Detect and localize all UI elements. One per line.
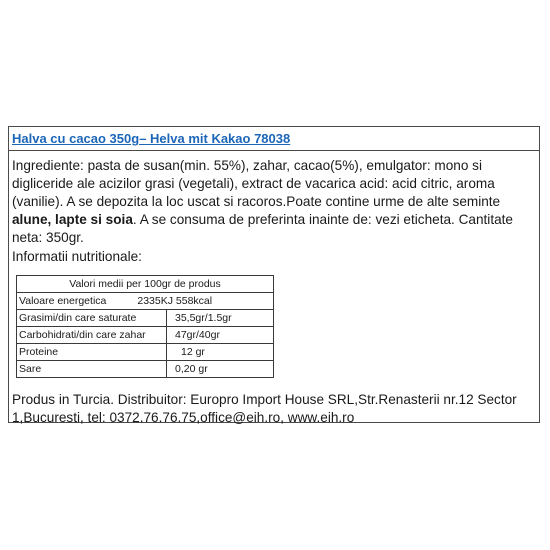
ingredients-line: Ingrediente: pasta de susan(min. 55%), zahar, cacao(5%), emulgator: mono si [12, 158, 482, 173]
ingredients-line: neta: 350gr. [12, 230, 84, 245]
table-cell-value: 12 gr [167, 344, 274, 361]
table-cell-value: 2335KJ 558kcal [137, 295, 213, 307]
product-title: Halva cu cacao 350g– Helva mit Kakao 78038 [9, 127, 539, 151]
table-header-row [17, 276, 274, 293]
table-cell-label: Proteine [17, 344, 167, 361]
table-cell-label: Grasimi/din care saturate [17, 310, 167, 327]
table-cell-combined [17, 293, 274, 310]
table-header: Valori medii per 100gr de produs [17, 276, 274, 293]
distributor-info [12, 391, 536, 427]
table-cell-label: Carbohidrati/din care zahar [17, 327, 167, 344]
table-row [17, 293, 274, 310]
table-cell-value: 47gr/40gr [167, 327, 274, 344]
ingredients-line: digliceride ale acizilor grasi (vegetali), extract de vacarica acid: acid citric, aroma [12, 176, 495, 191]
ingredients-line [12, 211, 536, 229]
footer-line: 1,Bucuresti, tel: 0372.76.76.75,office@eih.ro, www.eih.ro [12, 410, 355, 425]
table-cell-value: 35,5gr/1.5gr [167, 310, 274, 327]
table-cell-label: Sare [17, 361, 167, 378]
ingredients-line-rest: . A se consuma de preferinta inainte de: vezi eticheta. Cantitate [132, 212, 513, 227]
ingredients-line: (vanilie). A se depozita la loc uscat si racoros.Poate contine urme de alte seminte [12, 194, 501, 209]
table-cell-label: Valoare energetica [19, 295, 107, 307]
ingredients-text [12, 157, 536, 247]
table-row [17, 344, 274, 361]
product-label-card [8, 126, 540, 423]
allergens-bold: alune, lapte si soia [12, 212, 133, 227]
table-row [17, 327, 274, 344]
footer-line: Produs in Turcia. Distribuitor: Europro Import House SRL,Str.Renasterii nr.12 Sector [12, 392, 517, 407]
nutrition-heading: Informatii nutritionale: [12, 249, 142, 264]
nutrition-table [16, 275, 274, 378]
table-cell-value: 0,20 gr [167, 361, 274, 378]
table-row [17, 310, 274, 327]
table-row [17, 361, 274, 378]
